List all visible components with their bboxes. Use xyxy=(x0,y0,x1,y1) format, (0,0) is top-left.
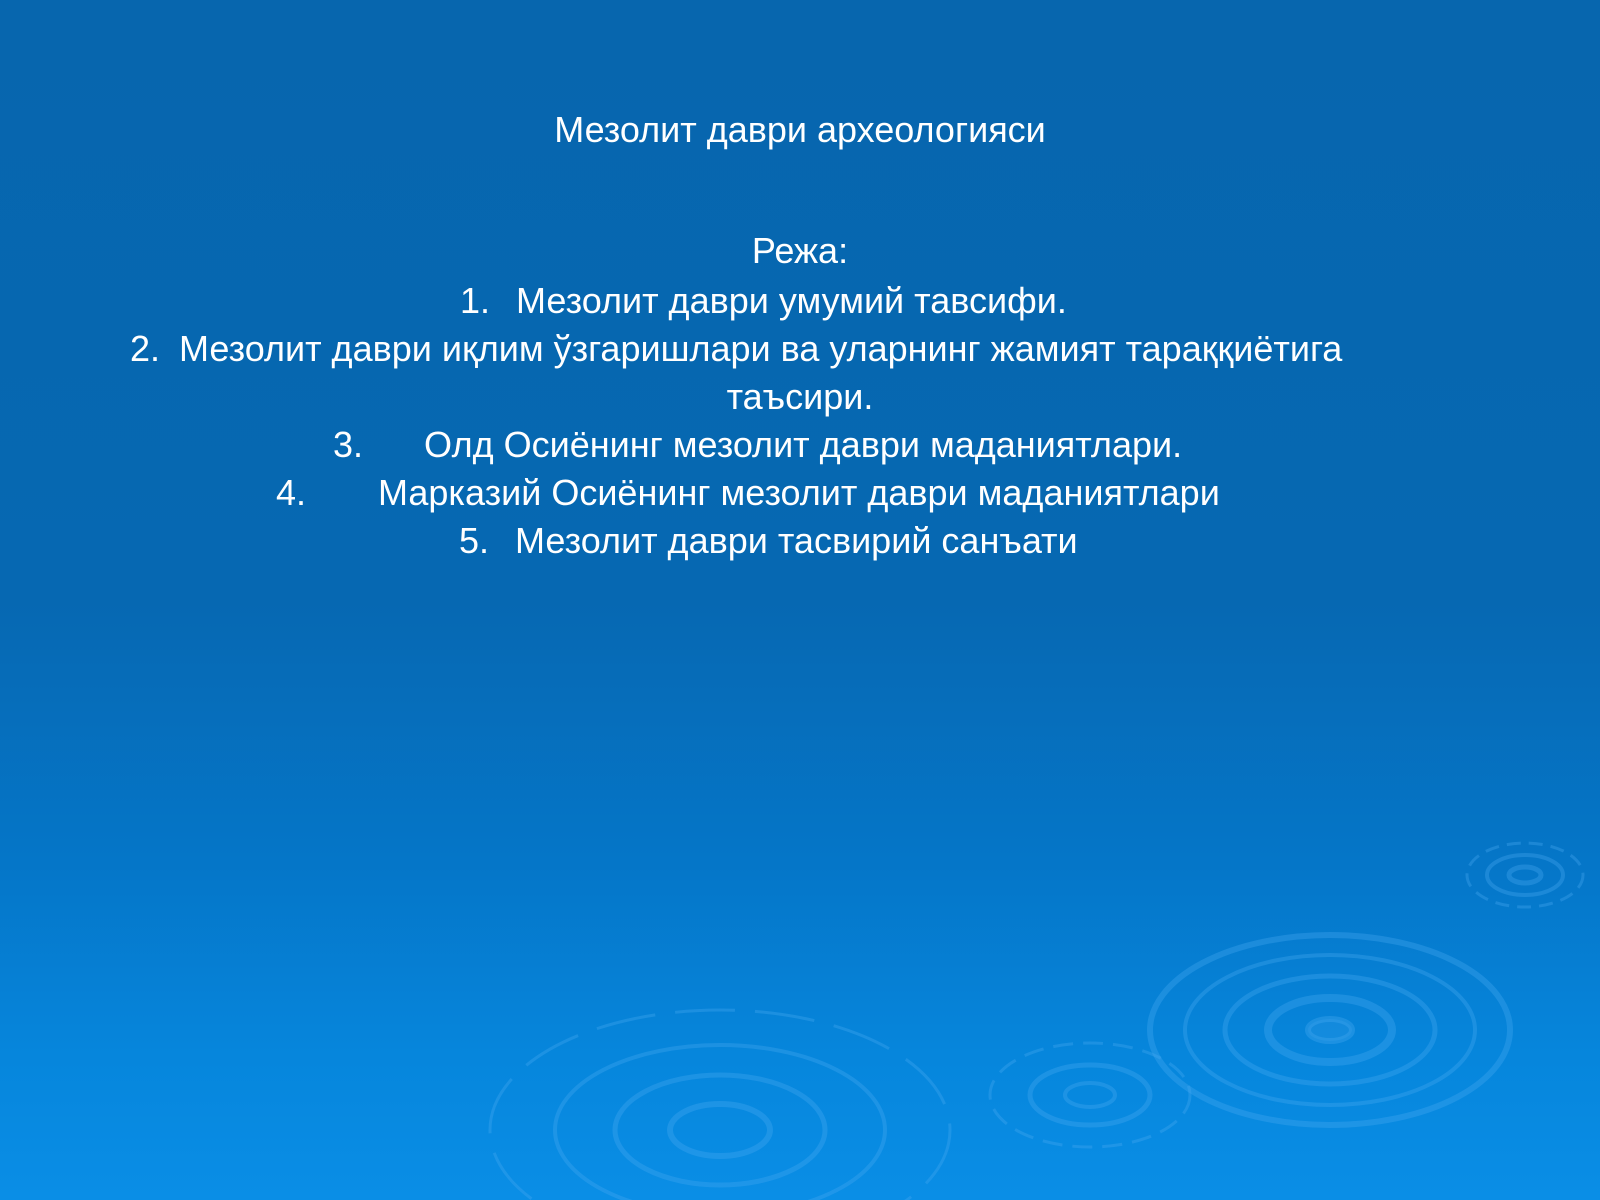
slide-title: Мезолит даври археологияси xyxy=(554,109,1046,150)
plan-item-text: таъсири. xyxy=(726,376,874,417)
plan-item-text: Олд Осиёнинг мезолит даври маданиятлари. xyxy=(424,424,1183,465)
plan-item-number: 4. xyxy=(276,472,307,513)
plan-item-number: 3. xyxy=(333,424,364,465)
plan-item-5 xyxy=(459,517,1078,565)
plan-item-number: 5. xyxy=(459,520,490,561)
plan-item-2-continuation xyxy=(0,373,1600,421)
plan-item-text: Мезолит даври тасвирий санъати xyxy=(515,520,1078,561)
plan-item-number: 2. xyxy=(130,328,161,369)
plan-item-1 xyxy=(460,277,1067,325)
plan-item-text: Марказий Осиёнинг мезолит даври маданиятлари xyxy=(378,472,1220,513)
plan-item-number: 1. xyxy=(460,280,491,321)
plan-item-4 xyxy=(276,469,1220,517)
plan-item-2 xyxy=(130,325,1342,373)
plan-item-3 xyxy=(333,421,1182,469)
ripple-bottom-left xyxy=(490,1010,950,1200)
plan-item-text: Мезолит даври иқлим ўзгаришлари ва уларнинг жамият тараққиётига xyxy=(179,328,1343,369)
ripple-middle xyxy=(990,1043,1190,1147)
ripple-small-top-right xyxy=(1467,843,1583,907)
plan-heading: Режа: xyxy=(751,230,849,271)
plan-item-text: Мезолит даври умумий тавсифи. xyxy=(516,280,1067,321)
ripple-large-right xyxy=(1150,935,1510,1125)
